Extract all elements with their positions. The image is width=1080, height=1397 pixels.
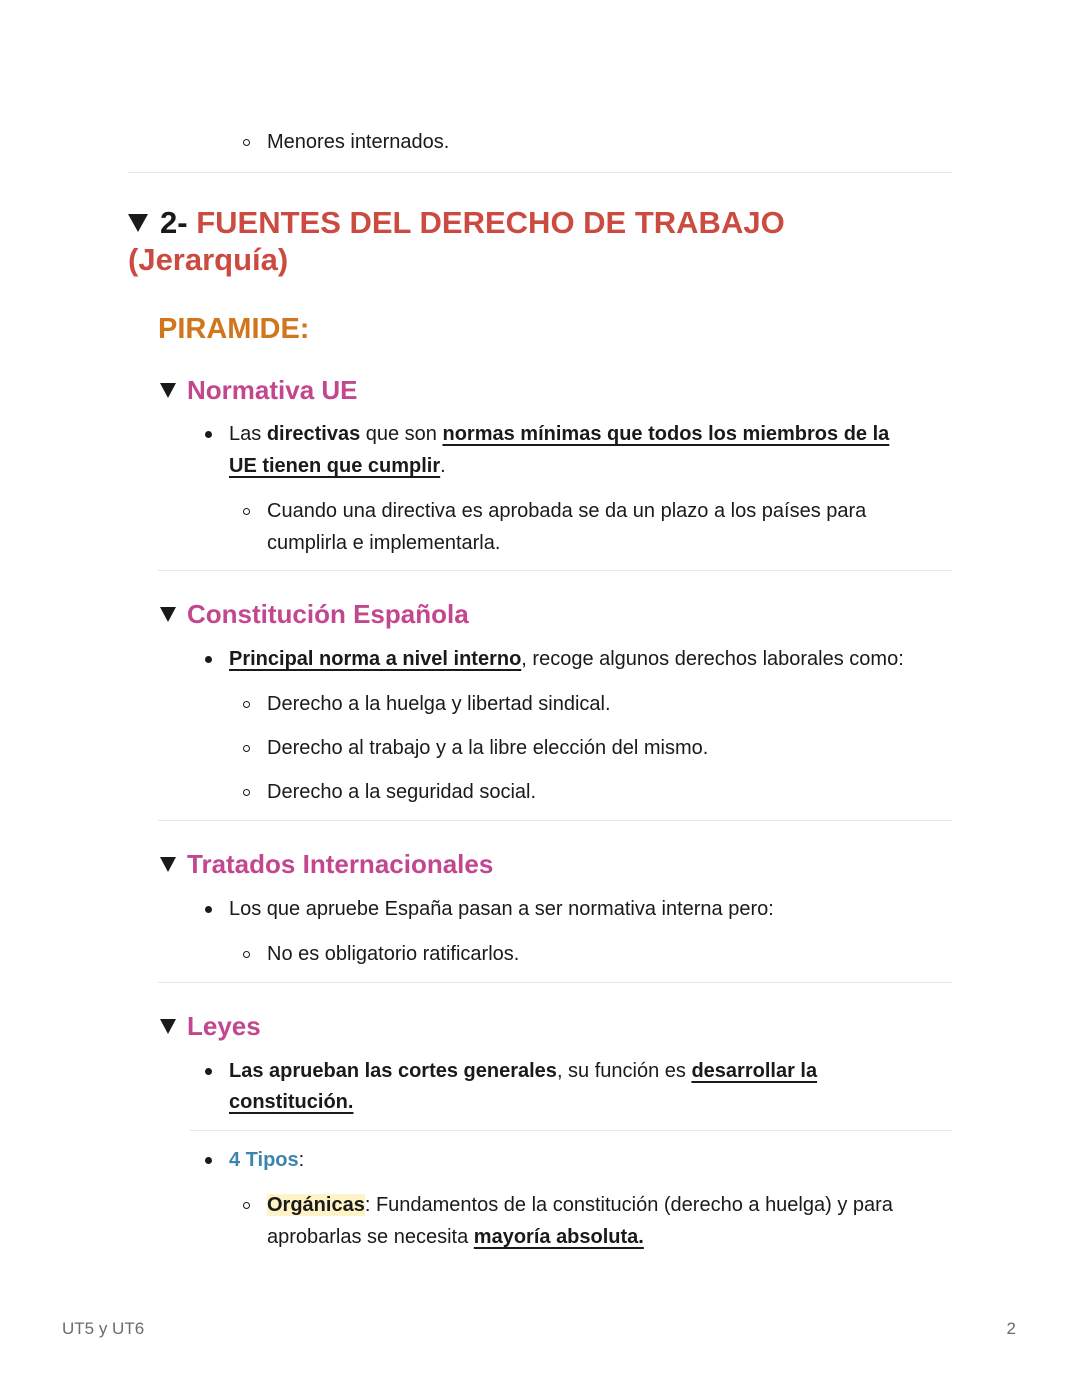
toggle-triangle-icon[interactable]	[160, 383, 176, 398]
piramide-heading: PIRAMIDE:	[158, 313, 310, 345]
organicas-item-line2: aprobarlas se necesita mayoría absoluta.	[267, 1226, 644, 1248]
toggle-triangle-icon[interactable]	[160, 1019, 176, 1034]
normativa-ue-heading: Normativa UE	[187, 375, 358, 405]
footer-left: UT5 y UT6	[62, 1319, 145, 1338]
circle-bullet-icon	[243, 139, 250, 146]
normativa-ue-bullet-line2: UE tienen que cumplir.	[229, 455, 446, 477]
bullet-icon	[205, 1157, 212, 1164]
link[interactable]: desarrollar la	[691, 1060, 818, 1082]
bullet-icon	[205, 656, 212, 663]
tratados-bullet: Los que apruebe España pasan a ser normativa interna pero:	[229, 898, 774, 920]
tipos-bullet: 4 Tipos:	[229, 1149, 305, 1171]
list-item: Derecho a la huelga y libertad sindical.	[267, 693, 611, 715]
link[interactable]: mayoría absoluta.	[473, 1226, 644, 1248]
toggle-triangle-icon[interactable]	[160, 607, 176, 622]
circle-bullet-icon	[243, 789, 250, 796]
list-item: Derecho a la seguridad social.	[267, 781, 537, 803]
list-item-line2: cumplirla e implementarla.	[267, 532, 501, 554]
section-title-line2: (Jerarquía)	[128, 242, 289, 277]
divider	[128, 172, 952, 173]
circle-bullet-icon	[243, 701, 250, 708]
section-number: 2-	[160, 205, 188, 240]
circle-bullet-icon	[243, 951, 250, 958]
circle-bullet-icon	[243, 508, 250, 515]
toggle-triangle-icon[interactable]	[160, 857, 176, 872]
leyes-bullet: Las aprueban las cortes generales, su función es desarrollar la	[229, 1060, 818, 1082]
link[interactable]: normas mínimas que todos los miembros de la	[442, 423, 890, 445]
section-heading	[160, 205, 785, 241]
constitucion-heading: Constitución Española	[187, 599, 469, 629]
divider	[158, 982, 952, 983]
list-item: Derecho al trabajo y a la libre elección del mismo.	[267, 737, 709, 759]
divider	[190, 1130, 952, 1131]
list-item: Menores internados.	[267, 131, 450, 153]
highlight: Orgánicas	[267, 1194, 365, 1216]
circle-bullet-icon	[243, 1202, 250, 1209]
normativa-ue-bullet: Las directivas que son normas mínimas que todos los miembros de la	[229, 423, 890, 445]
bullet-icon	[205, 906, 212, 913]
list-item: Cuando una directiva es aprobada se da un plazo a los países para	[267, 500, 867, 522]
bullet-icon	[205, 431, 212, 438]
list-item: No es obligatorio ratificarlos.	[267, 943, 520, 965]
leyes-heading: Leyes	[187, 1011, 261, 1041]
link[interactable]: constitución.	[229, 1091, 354, 1113]
constitucion-bullet: Principal norma a nivel interno, recoge algunos derechos laborales como:	[229, 648, 904, 670]
bullet-icon	[205, 1068, 212, 1075]
link[interactable]: Principal norma a nivel interno	[229, 648, 522, 670]
divider	[158, 570, 952, 571]
link[interactable]: UE tienen que cumplir	[229, 455, 441, 477]
divider	[158, 820, 952, 821]
section-title: FUENTES DEL DERECHO DE TRABAJO	[196, 205, 785, 240]
organicas-item: Orgánicas: Fundamentos de la constitución (derecho a huelga) y para	[267, 1194, 893, 1216]
leyes-bullet-line2	[229, 1086, 353, 1118]
tratados-heading: Tratados Internacionales	[187, 849, 494, 879]
toggle-triangle-icon[interactable]	[128, 214, 148, 232]
page-number: 2	[1006, 1319, 1016, 1338]
circle-bullet-icon	[243, 745, 250, 752]
